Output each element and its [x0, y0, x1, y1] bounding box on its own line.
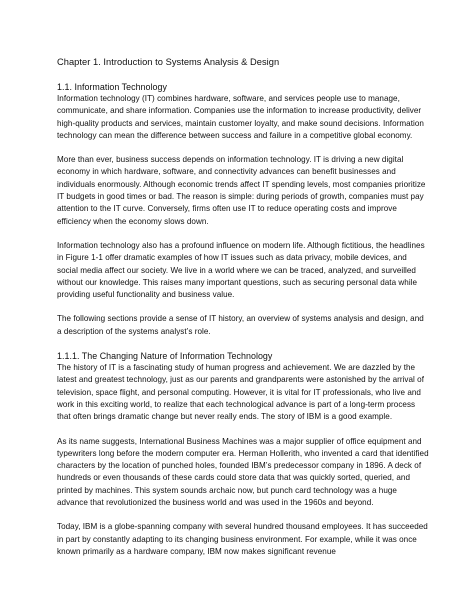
paragraph-1-1-1-2: As its name suggests, International Business Machines was a major supplier of office equipment and typewriters long before the modern computer era. Herman Hollerith, who invented a card that identified characters by the location of punched holes, founded IBM’s predecessor company in 1896. A deck of hundreds or even thousands of these cards could store data that was quickly sorted, queried, and printed by machines. This system sounds archaic now, but punch card technology was a huge advance that revolutionized the business world and was used in the 1960s and beyond.	[57, 436, 429, 508]
document-page	[57, 56, 429, 558]
paragraph-1-1-1-3: Today, IBM is a globe-spanning company with several hundred thousand employees. It has succeeded in part by constantly adapting to its changing business environment. For example, while it was once known primarily as a hardware company, IBM now makes significant revenue	[57, 522, 428, 556]
section-heading-1-1: 1.1. Information Technology	[57, 82, 167, 92]
paragraph-1-1-2: More than ever, business success depends on information technology. IT is driving a new digital economy in which hardware, software, and connectivity advances can benefit businesses and individuals enormously. Although economic trends affect IT spending levels, most companies prioritize IT budgets in good times or bad. The reason is simple: during periods of growth, companies must pay attention to the IT curve. Conversely, firms often use IT to reduce operating costs and improve efficiency when the economy slows down.	[57, 155, 426, 226]
paragraph-1-1-1-1: The history of IT is a fascinating study of human progress and achievement. We are dazzled by the latest and greatest technology, just as our parents and grandparents were astonished by the arrival of television, space flight, and personal computing. However, it is vital for IT professionals, who live and work in this exciting world, to realize that each technological advance is part of a long-term process that often brings dramatic change but never really ends. The story of IBM is a good example.	[57, 363, 425, 422]
paragraph-1-1-1: Information technology (IT) combines hardware, software, and services people use to manage, communicate, and share information. Companies use the information to increase productivity, deliver high-quality products and services, maintain customer loyalty, and make sound decisions. Information technology can mean the difference between success and failure in a competitive global economy.	[57, 94, 424, 140]
paragraph-1-1-4: The following sections provide a sense of IT history, an overview of systems analysis and design, and a description of the systems analyst’s role.	[57, 314, 424, 336]
section-heading-1-1-1: 1.1.1. The Changing Nature of Information Technology	[57, 351, 273, 362]
chapter-title: Chapter 1. Introduction to Systems Analysis & Design	[57, 57, 280, 67]
paragraph-1-1-3: Information technology also has a profound influence on modern life. Although fictitious, the headlines in Figure 1-1 offer dramatic examples of how IT issues such as data privacy, mobile devices, and social media affect our society. We live in a world where we can be traced, analyzed, and surveilled without our knowledge. This raises many important questions, such as securing personal data while providing useful functionality and business value.	[57, 240, 425, 300]
